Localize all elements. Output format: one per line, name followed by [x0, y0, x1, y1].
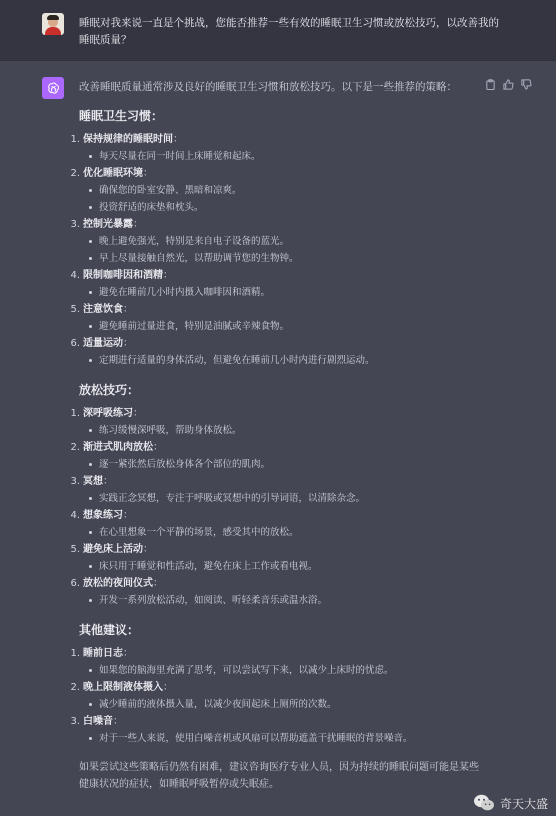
item-colon: ：	[143, 168, 153, 179]
list-item	[70, 507, 519, 541]
item-colon: ：	[133, 408, 143, 419]
list-number: 3.	[70, 716, 80, 727]
bullet-item: 减少睡前的液体摄入量，以减少夜间起床上厕所的次数。	[83, 696, 519, 713]
list-item	[70, 216, 519, 267]
assistant-intro: 改善睡眠质量通常涉及良好的睡眠卫生习惯和放松技巧。以下是一些推荐的策略：	[79, 81, 457, 93]
bullet-item: 避免在睡前几小时内摄入咖啡因和酒精。	[83, 284, 519, 301]
list-number: 1.	[70, 408, 80, 419]
section-title: 睡眠卫生习惯：	[79, 109, 164, 123]
list-item	[70, 679, 519, 713]
list-item	[70, 645, 519, 679]
item-colon: ：	[153, 578, 163, 589]
item-title: 适量运动	[83, 338, 123, 349]
watermark-text: 奇天大盛	[499, 796, 548, 811]
item-title: 睡前日志	[83, 648, 123, 659]
item-title: 限制咖啡因和酒精	[83, 270, 163, 281]
list-item	[70, 473, 519, 507]
item-colon: ：	[163, 682, 173, 693]
bullet-item: 练习缓慢深呼吸，帮助身体放松。	[83, 422, 519, 439]
user-avatar	[42, 13, 64, 35]
user-message-row	[0, 0, 556, 61]
list-item	[70, 439, 519, 473]
list-item	[70, 713, 519, 747]
item-colon: ：	[103, 476, 113, 487]
bullet-item: 投资舒适的床垫和枕头。	[83, 199, 519, 216]
assistant-outro: 如果尝试这些策略后仍然有困难，建议咨询医疗专业人员，因为持续的睡眠问题可能是某些健康状况的症状，如睡眠呼吸暂停或失眠症。	[79, 762, 479, 790]
list-number: 5.	[70, 544, 80, 555]
watermark	[473, 794, 548, 812]
item-colon: ：	[143, 544, 153, 555]
user-message-text: 睡眠对我来说一直是个挑战，您能否推荐一些有效的睡眠卫生习惯或放松技巧，以改善我的睡眠质量？	[79, 17, 499, 46]
item-colon: ：	[123, 648, 133, 659]
list-number: 2.	[70, 168, 80, 179]
item-title: 避免床上活动	[83, 544, 143, 555]
item-title: 注意饮食	[83, 304, 123, 315]
item-title: 渐进式肌肉放松	[83, 442, 153, 453]
bullet-item: 逐一紧张然后放松身体各个部位的肌肉。	[83, 456, 519, 473]
bullet-item: 对于一些人来说，使用白噪音机或风扇可以帮助遮盖干扰睡眠的背景噪音。	[83, 730, 519, 747]
bullet-item: 每天尽量在同一时间上床睡觉和起床。	[83, 148, 519, 165]
item-title: 控制光暴露	[83, 219, 133, 230]
item-colon: ：	[123, 304, 133, 315]
list-number: 1.	[70, 648, 80, 659]
bullet-item: 早上尽量接触自然光，以帮助调节您的生物钟。	[83, 250, 519, 267]
bullet-item: 如果您的脑海里充满了思考，可以尝试写下来，以减少上床时的忧虑。	[83, 662, 519, 679]
numbered-list	[70, 645, 519, 747]
list-number: 2.	[70, 682, 80, 693]
item-title: 冥想	[83, 476, 103, 487]
item-title: 放松的夜间仪式	[83, 578, 153, 589]
item-colon: ：	[113, 716, 123, 727]
section-relaxation	[70, 381, 519, 609]
list-item	[70, 165, 519, 216]
list-number: 4.	[70, 270, 80, 281]
bullet-item: 床只用于睡觉和性活动，避免在床上工作或看电视。	[83, 558, 519, 575]
bullet-item: 避免睡前过量进食，特别是油腻或辛辣食物。	[83, 318, 519, 335]
bullet-item: 开发一系列放松活动，如阅读、听轻柔音乐或温水浴。	[83, 592, 519, 609]
thumbs-down-icon[interactable]	[521, 79, 532, 90]
bullet-item: 晚上避免强光，特别是来自电子设备的蓝光。	[83, 233, 519, 250]
item-colon: ：	[123, 510, 133, 521]
list-number: 1.	[70, 134, 80, 145]
section-sleep-hygiene	[70, 107, 519, 369]
bullet-item: 确保您的卧室安静、黑暗和凉爽。	[83, 182, 519, 199]
list-item	[70, 131, 519, 165]
numbered-list	[70, 131, 519, 369]
item-colon: ：	[133, 219, 143, 230]
list-number: 6.	[70, 578, 80, 589]
list-item	[70, 575, 519, 609]
item-title: 晚上限制液体摄入	[83, 682, 163, 693]
list-number: 3.	[70, 219, 80, 230]
bullet-item: 定期进行适量的身体活动，但避免在睡前几小时内进行剧烈运动。	[83, 352, 519, 369]
item-title: 优化睡眠环境	[83, 168, 143, 179]
section-other-tips	[70, 621, 519, 747]
list-item	[70, 541, 519, 575]
bullet-item: 实践正念冥想，专注于呼吸或冥想中的引导词语，以清除杂念。	[83, 490, 519, 507]
section-title: 放松技巧：	[79, 383, 140, 397]
item-colon: ：	[163, 270, 173, 281]
item-title: 深呼吸练习	[83, 408, 133, 419]
item-title: 想象练习	[83, 510, 123, 521]
wechat-icon	[473, 794, 495, 812]
list-item	[70, 267, 519, 301]
assistant-message-content	[70, 79, 519, 793]
assistant-message-row	[0, 61, 556, 816]
item-colon: ：	[153, 442, 163, 453]
section-title: 其他建议：	[79, 623, 140, 637]
list-number: 4.	[70, 510, 80, 521]
list-number: 6.	[70, 338, 80, 349]
list-number: 3.	[70, 476, 80, 487]
list-item	[70, 335, 519, 369]
numbered-list	[70, 405, 519, 609]
list-number: 2.	[70, 442, 80, 453]
bullet-item: 在心里想象一个平静的场景，感受其中的放松。	[83, 524, 519, 541]
list-number: 5.	[70, 304, 80, 315]
item-title: 白噪音	[83, 716, 113, 727]
item-colon: ：	[173, 134, 183, 145]
list-item	[70, 405, 519, 439]
item-colon: ：	[123, 338, 133, 349]
item-title: 保持规律的睡眠时间	[83, 134, 173, 145]
openai-logo-icon	[42, 77, 64, 99]
list-item	[70, 301, 519, 335]
